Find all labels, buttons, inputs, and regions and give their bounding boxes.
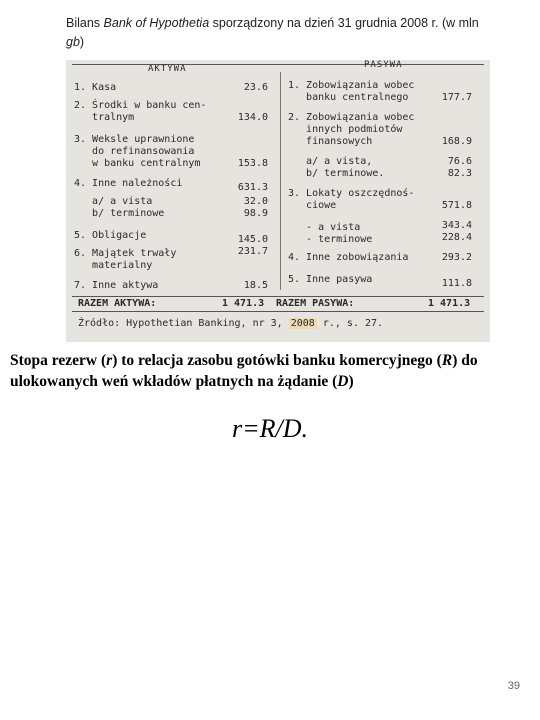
symbol-r: r — [106, 352, 113, 369]
aktywa-value: 134.0 — [237, 112, 268, 123]
pasywa-label: - a vista — [288, 222, 361, 233]
aktywa-label: 7. Inne aktywa — [74, 280, 159, 291]
reserve-ratio-formula: r=R/D. — [231, 414, 309, 443]
header-aktywa: AKTYWA — [148, 64, 187, 74]
caption-bank-name: Bank of Hypothetia — [103, 16, 210, 30]
aktywa-label: a/ a vista — [74, 196, 153, 207]
definition-part: Stopa rezerw ( — [10, 352, 107, 369]
total-pasywa-value: 1 471.3 — [428, 298, 471, 309]
pasywa-label: b/ terminowe. — [288, 168, 385, 179]
pasywa-value: 76.6 — [447, 156, 472, 167]
aktywa-value: 18.5 — [243, 280, 268, 291]
definition-part: ) do ulokowanych weń wkładów płatnych na żądanie ( — [10, 352, 478, 390]
reserve-ratio-definition — [10, 350, 530, 392]
pasywa-value: 571.8 — [441, 200, 472, 211]
aktywa-label: 6. Majątek trwały materialny — [74, 248, 177, 271]
caption-unit: gb — [66, 35, 80, 49]
table-caption — [66, 14, 486, 60]
aktywa-label: 5. Obligacje — [74, 230, 147, 241]
aktywa-value: 231.7 — [237, 246, 268, 257]
caption-middle: sporządzony na dzień 31 grudnia 2008 r. (w mln — [209, 16, 479, 30]
header-pasywa: PASYWA — [364, 60, 403, 70]
column-divider — [280, 72, 281, 290]
pasywa-label: 3. Lokaty oszczędnoś- ciowe — [288, 188, 415, 211]
pasywa-label: 1. Zobowiązania wobec banku centralnego — [288, 80, 415, 103]
aktywa-value: 631.3 — [237, 182, 268, 193]
top-rule — [72, 64, 484, 65]
pasywa-value: 111.8 — [441, 278, 472, 289]
caption-prefix: Bilans — [66, 16, 104, 30]
source-prefix: Źródło: Hypothetian Banking, nr 3, — [78, 318, 289, 329]
aktywa-value: 153.8 — [237, 158, 268, 169]
aktywa-label: 2. Środki w banku cen- tralnym — [74, 100, 207, 123]
source-suffix: r., s. 27. — [316, 318, 384, 329]
pasywa-value: 293.2 — [441, 252, 472, 263]
definition-part: ) — [348, 373, 354, 390]
aktywa-value: 98.9 — [243, 208, 268, 219]
aktywa-label: 1. Kasa — [74, 82, 117, 93]
caption-suffix: ) — [79, 35, 85, 49]
pasywa-label: - terminowe — [288, 234, 373, 245]
symbol-R: R — [441, 352, 453, 369]
pasywa-value: 177.7 — [441, 92, 472, 103]
page-number: 39 — [507, 680, 520, 692]
pasywa-value: 168.9 — [441, 136, 472, 147]
pasywa-label: 4. Inne zobowiązania — [288, 252, 409, 263]
aktywa-label: 3. Weksle uprawnione do refinansowania w banku centralnym — [74, 134, 201, 169]
pasywa-label: a/ a vista, — [288, 156, 373, 167]
pasywa-label: 5. Inne pasywa — [288, 274, 373, 285]
pasywa-value: 228.4 — [441, 232, 472, 243]
aktywa-value: 145.0 — [237, 234, 268, 245]
source-year: 2008 — [290, 318, 315, 329]
source-line — [78, 318, 383, 330]
aktywa-value: 23.6 — [243, 82, 268, 93]
total-aktywa-value: 1 471.3 — [222, 298, 265, 309]
total-aktywa-label: RAZEM AKTYWA: — [78, 298, 157, 309]
total-pasywa-label: RAZEM PASYWA: — [276, 298, 355, 309]
balance-sheet-scan — [66, 60, 490, 342]
pasywa-value: 82.3 — [447, 168, 472, 179]
pasywa-value: 343.4 — [441, 220, 472, 231]
totals-bottom-rule — [72, 311, 484, 312]
aktywa-label: b/ terminowe — [74, 208, 165, 219]
totals-top-rule — [72, 296, 484, 297]
symbol-D: D — [337, 373, 349, 390]
pasywa-label: 2. Zobowiązania wobec innych podmiotów finansowych — [288, 112, 415, 147]
definition-part: ) to relacja zasobu gotówki banku komercyjnego ( — [112, 352, 442, 369]
aktywa-value: 32.0 — [243, 196, 268, 207]
aktywa-label: 4. Inne należności — [74, 178, 183, 189]
